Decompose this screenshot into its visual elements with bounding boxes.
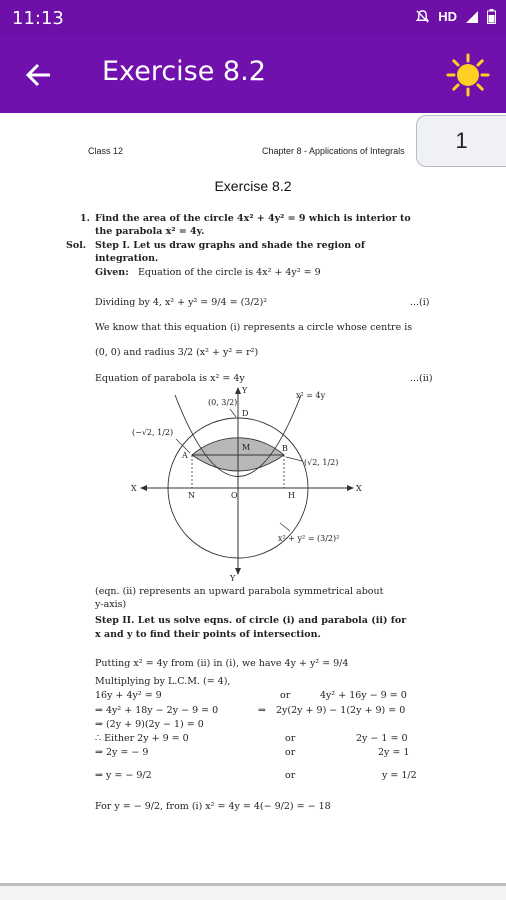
area-graph [130,383,370,583]
page-number-badge[interactable]: 1 [416,115,506,167]
final-line: For y = − 9/2, from (i) x² = 4y = 4(− 9/2) = − 18 [95,801,331,812]
label-o: O [231,491,238,500]
status-bar [0,0,506,36]
step1-line-1: Step I. Let us draw graphs and shade the region of [95,240,365,251]
label-circle: x² + y² = (3/2)² [278,534,340,543]
label-m: M [242,443,251,452]
calc-left-5: ⇒ 2y = − 9 [95,747,149,758]
app-title: Exercise 8.2 [102,56,266,87]
label-y-neg: Y [230,574,236,583]
given-label: Given: [95,267,129,278]
battery-icon [487,9,496,24]
question-line-2: the parabola x² = 4y. [95,226,205,237]
signal-icon [465,10,479,24]
label-b: B [282,444,288,453]
calc-right-1: 4y² + 16y − 9 = 0 [320,690,407,701]
bottom-bar [0,883,506,900]
exercise-title: Exercise 8.2 [214,178,292,194]
calc-mid-2: ⇒ [258,705,266,716]
pointer-circle [280,523,290,531]
label-x-pos: X [356,484,362,493]
status-icons [415,9,496,24]
calc-right-4: 2y − 1 = 0 [356,733,408,744]
label-right-point: (√2, 1/2) [304,458,339,467]
back-arrow-icon[interactable] [22,58,56,92]
doc-header-class: Class 12 [88,146,124,156]
calc-mid-1: or [280,690,291,701]
step2-line-1: Step II. Let us solve eqns. of circle (i) and parabola (ii) for [95,615,407,626]
calc-left-3: ⇒ (2y + 9)(2y − 1) = 0 [95,719,204,730]
circle-info-line-2: (0, 0) and radius 3/2 (x² + y² = r²) [95,347,259,358]
calc-right-5: 2y = 1 [378,747,410,758]
sun-brightness-icon[interactable] [446,53,490,97]
circle-info-line-1: We know that this equation (i) represents a circle whose centre is [95,322,413,333]
equation-ref-i: ...(i) [410,297,430,308]
given-text: Equation of the circle is 4x² + 4y² = 9 [138,267,321,278]
equation-ref-ii: ...(ii) [410,373,433,384]
calc-mid-4: or [285,733,296,744]
eqn-note-line-1: (eqn. (ii) represents an upward parabola symmetrical about [95,586,384,597]
status-time: 11:13 [12,8,64,29]
label-left-point: (−√2, 1/2) [132,428,174,437]
calc-mid-6: or [285,770,296,781]
calc-mid-5: or [285,747,296,758]
label-n: N [188,491,195,500]
calc-left-6: ⇒ y = − 9/2 [95,770,152,781]
network-type-label: HD [438,9,457,24]
multiplying-line: Multiplying by L.C.M. (= 4), [95,676,231,687]
pointer-right [286,457,302,461]
calc-right-2: 2y(2y + 9) − 1(2y + 9) = 0 [276,705,406,716]
label-d: D [242,409,249,418]
label-parabola: x² = 4y [296,391,326,400]
calc-right-6: y = 1/2 [382,770,417,781]
parabola-equation: Equation of parabola is x² = 4y [95,373,245,384]
eqn-note-line-2: y-axis) [95,599,127,610]
label-y-pos: Y [242,386,248,395]
question-line-1: Find the area of the circle 4x² + 4y² = 9 which is interior to [95,213,411,224]
pointer-top [230,409,236,417]
label-h: H [288,491,295,500]
solution-label: Sol. [66,240,87,251]
question-number: 1. [80,213,90,224]
step2-line-2: x and y to find their points of intersection. [95,629,321,640]
label-top-point: (0, 3/2) [208,398,238,407]
app-bar [0,36,506,113]
putting-line: Putting x² = 4y from (ii) in (i), we have 4y + y² = 9/4 [95,658,349,669]
dividing-equation: Dividing by 4, x² + y² = 9/4 = (3/2)² [95,297,268,308]
step1-line-2: integration. [95,253,159,264]
calc-left-4: ∴ Either 2y + 9 = 0 [95,733,189,744]
label-a: A [182,451,188,460]
label-x-neg: X [131,484,137,493]
doc-header-chapter: Chapter 8 - Applications of Integrals [262,146,405,156]
calc-left-1: 16y + 4y² = 9 [95,690,162,701]
mute-bell-icon [415,9,430,24]
calc-left-2: ⇒ 4y² + 18y − 2y − 9 = 0 [95,705,219,716]
